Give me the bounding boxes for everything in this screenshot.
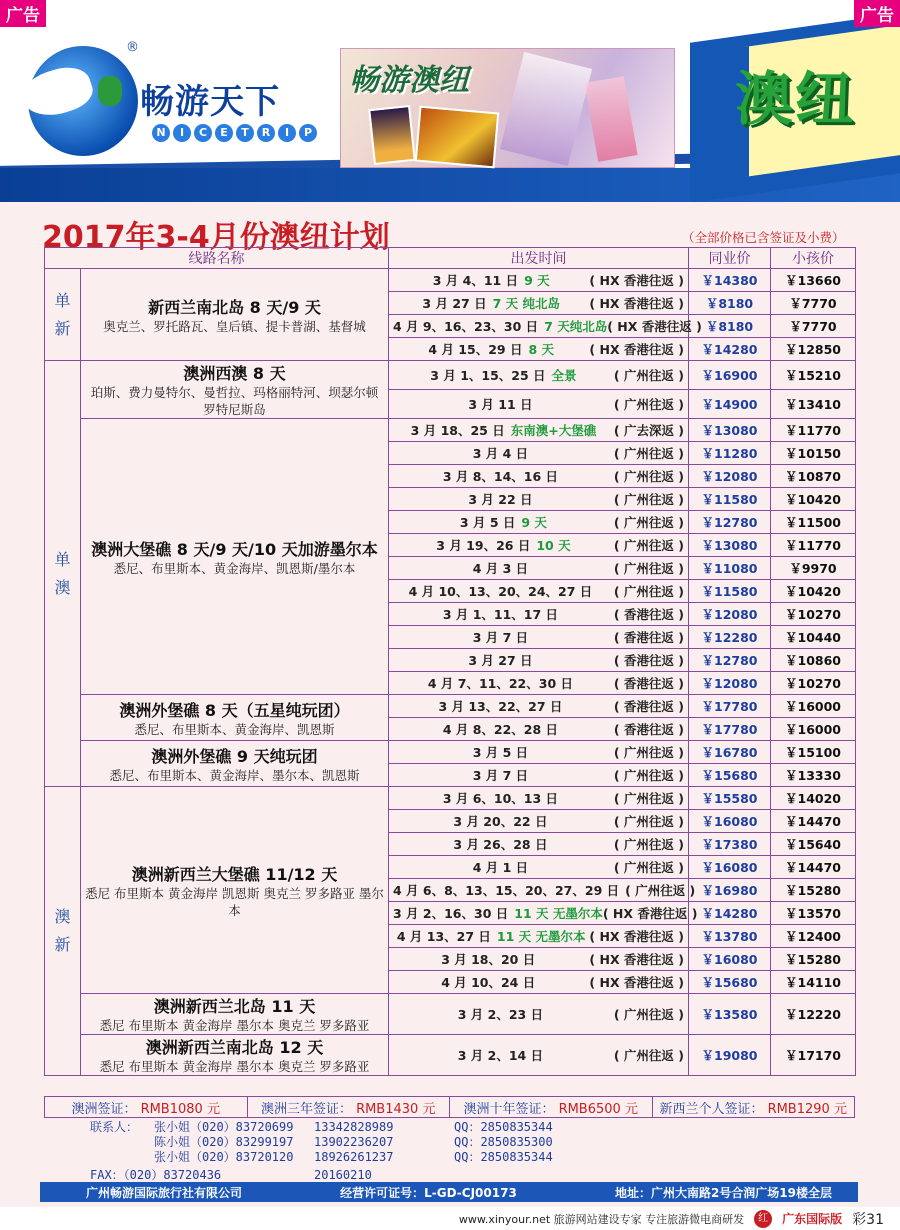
route-cities: 悉尼 布里斯本 黄金海岸 墨尔本 奥克兰 罗多路亚 [99, 1059, 370, 1074]
departure-gateway: ( 广州往返 ) [613, 1007, 684, 1022]
contact-name-phone: 张小姐（020）83720699 [154, 1120, 294, 1134]
contact-qq: QQ：2850835344 [454, 1150, 553, 1164]
peer-price: ￥8180 [689, 315, 771, 338]
departure-gateway: ( HX 香港往返 ) [589, 296, 684, 311]
departure-date: 3 月 18、25 日 [410, 423, 505, 438]
departure-date: 4 月 8、22、28 日 [442, 722, 559, 737]
contact-name-phone: 陈小姐（020）83299197 [154, 1135, 294, 1149]
departure-cell [389, 315, 702, 338]
child-price: ￥10440 [771, 626, 856, 649]
departure-gateway: ( HX 香港往返 ) [602, 906, 698, 921]
ad-tag-right: 广告 [854, 0, 900, 27]
footer-bar [40, 1182, 858, 1202]
departure-date: 3 月 4 日 [472, 446, 529, 461]
peer-price: ￥16080 [689, 948, 771, 971]
visa-label: 澳洲签证： [71, 1101, 137, 1117]
contact-mobile: 13342828989 [314, 1120, 394, 1134]
brand-letter: T [236, 124, 254, 142]
peer-price: ￥14900 [689, 390, 771, 419]
departure-note: 8 天 [528, 342, 555, 357]
departure-gateway: ( HX 香港往返 ) [589, 273, 685, 288]
peer-price: ￥17380 [689, 833, 771, 856]
route-cities: 悉尼、布里斯本、黄金海岸、凯恩斯 [134, 721, 335, 737]
departure-cell [389, 442, 689, 465]
departure-date: 3 月 5 日 [472, 745, 529, 760]
company-name: 广州畅游国际旅行社有限公司 [86, 1185, 243, 1200]
departure-gateway: ( 广州往返 ) [613, 492, 685, 507]
departure-date: 3 月 7 日 [472, 768, 529, 783]
departure-cell [389, 695, 689, 718]
departure-cell [389, 971, 689, 994]
departure-gateway: ( HX 香港往返 ) [589, 952, 685, 967]
table-row [45, 419, 856, 442]
child-price: ￥10870 [771, 465, 856, 488]
child-price: ￥14110 [771, 971, 856, 994]
departure-date: 3 月 13、22、27 日 [438, 699, 563, 714]
contact-qq: QQ：2850835300 [454, 1135, 553, 1149]
table-row [45, 269, 856, 292]
visa-label: 新西兰个人签证： [659, 1101, 764, 1117]
route-cell [81, 994, 389, 1035]
departure-cell [389, 292, 689, 315]
bottom-strip [0, 1207, 900, 1230]
departure-gateway: ( 广州往返 ) [613, 837, 684, 852]
child-price: ￥15100 [771, 741, 856, 764]
departure-note: 全景 [551, 368, 577, 383]
peer-price: ￥16900 [689, 361, 771, 390]
departure-date: 4 月 6、8、13、15、20、27、29 日 [393, 883, 620, 898]
departure-date: 3 月 8、14、16 日 [442, 469, 559, 484]
departure-gateway: ( 广州往返 ) [613, 397, 685, 412]
departure-cell [389, 511, 689, 534]
category-cell [45, 787, 81, 1076]
category-cell [45, 361, 81, 787]
route-cities: 悉尼 布里斯本 黄金海岸 凯恩斯 奥克兰 罗多路亚 墨尔本 [85, 885, 384, 918]
departure-cell [389, 879, 696, 902]
peer-price: ￥14280 [689, 338, 771, 361]
table-row [45, 994, 856, 1035]
child-price: ￥16000 [771, 695, 856, 718]
table-header-row [45, 248, 856, 269]
peer-price: ￥12080 [689, 672, 771, 695]
route-cities: 悉尼 布里斯本 黄金海岸 墨尔本 奥克兰 罗多路亚 [99, 1018, 370, 1033]
child-price: ￥14020 [771, 787, 856, 810]
departure-date: 3 月 26、28 日 [453, 837, 548, 852]
visa-item [248, 1097, 451, 1117]
brand-letter: N [152, 124, 170, 142]
peer-price: ￥14380 [689, 269, 771, 292]
departure-gateway: ( 香港往返 ) [613, 699, 684, 714]
departure-cell [389, 764, 689, 787]
table-row [45, 1035, 856, 1076]
departure-date: 4 月 1 日 [472, 860, 529, 875]
contact-name-phone: 张小姐（020）83720120 [154, 1150, 294, 1164]
peer-price: ￥19080 [689, 1035, 771, 1076]
peer-price: ￥16080 [689, 856, 771, 879]
date-code: 20160210 [314, 1168, 372, 1182]
brand-letter: E [215, 124, 233, 142]
table-row [45, 741, 856, 764]
route-cities: 奥克兰、罗托路瓦、皇后镇、提卡普湖、基督城 [103, 318, 366, 334]
child-price: ￥10270 [771, 603, 856, 626]
departure-date: 4 月 10、24 日 [441, 975, 536, 990]
contact-mobile: 18926261237 [314, 1150, 394, 1164]
route-name: 澳洲新西兰南北岛 12 天 [145, 1038, 324, 1057]
departure-date: 3 月 4、11 日 [432, 273, 519, 288]
departure-date: 3 月 7 日 [472, 630, 529, 645]
peer-price: ￥11580 [689, 488, 771, 511]
fax-number: FAX：（020）83720436 [90, 1168, 222, 1182]
peer-price: ￥16980 [689, 879, 771, 902]
child-price: ￥10270 [771, 672, 856, 695]
departure-cell [389, 810, 689, 833]
departure-date: 3 月 22 日 [468, 492, 533, 507]
peer-price: ￥11580 [689, 580, 771, 603]
brand-letter: I [278, 124, 296, 142]
publication-name: 广东国际版 [782, 1212, 843, 1226]
header-peer-price: 同业价 [689, 248, 771, 269]
departure-date: 3 月 11 日 [468, 397, 533, 412]
peer-price: ￥11080 [689, 557, 771, 580]
departure-date: 3 月 18、20 日 [441, 952, 536, 967]
brand-letter: P [299, 124, 317, 142]
departure-gateway: ( HX 香港往返 ) [589, 975, 685, 990]
brand-letter: C [194, 124, 212, 142]
child-price: ￥15640 [771, 833, 856, 856]
category-label: 澳新 [54, 907, 71, 954]
departure-cell [389, 902, 698, 925]
departure-gateway: ( 广州往返 ) [613, 538, 684, 553]
departure-note: 9 天 [524, 273, 550, 288]
visa-price: RMB6500 元 [558, 1101, 638, 1117]
fireworks-photo [368, 105, 416, 165]
peer-price: ￥14280 [689, 902, 771, 925]
departure-gateway: ( HX 香港往返 ) [589, 342, 685, 357]
peer-price: ￥12780 [689, 649, 771, 672]
site-slogan: www.xinyour.net 旅游网站建设专家 专注旅游微电商研发 [458, 1212, 745, 1226]
departure-cell [389, 787, 689, 810]
departure-cell [389, 672, 689, 695]
contact-line [90, 1135, 654, 1150]
contact-qq: QQ：2850835344 [454, 1120, 553, 1134]
child-price: ￥12400 [771, 925, 856, 948]
reef-photo [415, 106, 500, 169]
visa-item [45, 1097, 248, 1117]
route-cell [81, 361, 389, 419]
departure-gateway: ( 广州往返 ) [613, 515, 684, 530]
child-price: ￥7770 [771, 315, 856, 338]
child-price: ￥10150 [771, 442, 856, 465]
table-row [45, 695, 856, 718]
departure-date: 3 月 2、14 日 [457, 1048, 544, 1063]
route-name: 新西兰南北岛 8 天/9 天 [148, 297, 321, 317]
departure-cell [389, 338, 689, 361]
route-name: 澳洲外堡礁 8 天（五星纯玩团） [119, 700, 350, 720]
child-price: ￥14470 [771, 810, 856, 833]
route-cell [81, 741, 389, 787]
departure-date: 3 月 2、23 日 [457, 1007, 544, 1022]
departure-gateway: ( HX 香港往返 ) [607, 319, 702, 334]
visa-item [653, 1097, 855, 1117]
child-price: ￥7770 [771, 292, 856, 315]
departure-cell [389, 649, 689, 672]
child-price: ￥15280 [771, 879, 856, 902]
departure-gateway: ( 广州往返 ) [625, 883, 696, 898]
departure-gateway: ( 香港往返 ) [613, 607, 685, 622]
peer-price: ￥15580 [689, 787, 771, 810]
route-name: 澳洲外堡礁 9 天纯玩团 [151, 746, 318, 766]
departure-gateway: ( 香港往返 ) [613, 630, 684, 645]
departure-gateway: ( 广州往返 ) [613, 814, 684, 829]
header-date: 出发时间 [389, 248, 689, 269]
departure-cell [389, 856, 689, 879]
departure-cell [389, 626, 689, 649]
route-cell [81, 269, 389, 361]
route-name: 澳洲大堡礁 8 天/9 天/10 天加游墨尔本 [91, 539, 378, 559]
departure-cell [389, 269, 689, 292]
departure-cell [389, 603, 689, 626]
route-cities: 珀斯、费力曼特尔、曼哲拉、玛格丽特河、坝瑟尔顿 罗特尼斯岛 [90, 385, 379, 417]
route-name: 澳洲西澳 8 天 [183, 364, 286, 383]
visa-label: 澳洲十年签证： [463, 1101, 555, 1117]
category-label: 单新 [54, 290, 71, 338]
child-price: ￥10420 [771, 488, 856, 511]
departure-gateway: ( 广州往返 ) [613, 584, 684, 599]
departure-date: 4 月 15、29 日 [428, 342, 523, 357]
ad-tag-left: 广告 [0, 0, 46, 27]
contact-line [90, 1120, 654, 1135]
brand-letter: R [257, 124, 275, 142]
table-row [45, 787, 856, 810]
departure-gateway: ( 广州往返 ) [613, 446, 684, 461]
whale-icon [17, 60, 97, 123]
departure-date: 4 月 9、16、23、30 日 [393, 319, 539, 334]
child-price: ￥14470 [771, 856, 856, 879]
departure-note: 11 天 无墨尔本 [514, 906, 603, 921]
child-price: ￥13410 [771, 390, 856, 419]
header-banner [0, 22, 900, 202]
peer-price: ￥15680 [689, 764, 771, 787]
departure-cell [389, 465, 689, 488]
departure-gateway: ( 广州往返 ) [613, 791, 685, 806]
registered-mark: ® [126, 40, 139, 55]
departure-date: 3 月 1、11、17 日 [442, 607, 559, 622]
peer-price: ￥17780 [689, 718, 771, 741]
departure-date: 3 月 27 日 [468, 653, 533, 668]
child-price: ￥13660 [771, 269, 856, 292]
departure-cell [389, 557, 689, 580]
brand-english [152, 124, 317, 142]
departure-gateway: ( 广州往返 ) [613, 860, 684, 875]
route-name: 澳洲新西兰大堡礁 11/12 天 [131, 864, 338, 884]
departure-cell [389, 361, 689, 390]
departure-cell [389, 741, 689, 764]
header-route: 线路名称 [45, 248, 389, 269]
departure-gateway: ( 广去深返 ) [613, 423, 685, 438]
destination-photo-panel [340, 48, 675, 168]
child-price: ￥11500 [771, 511, 856, 534]
category-cell [45, 269, 81, 361]
visa-item [450, 1097, 653, 1117]
child-price: ￥15280 [771, 948, 856, 971]
peer-price: ￥17780 [689, 695, 771, 718]
child-price: ￥9970 [771, 557, 856, 580]
departure-cell [389, 833, 689, 856]
peer-price: ￥12280 [689, 626, 771, 649]
license-number: 经营许可证号：L-GD-CJ00173 [340, 1185, 517, 1200]
departure-date: 3 月 27 日 [422, 296, 487, 311]
departure-note: 东南澳+大堡礁 [510, 423, 597, 438]
departure-note: 9 天 [521, 515, 547, 530]
header-child-price: 小孩价 [771, 248, 856, 269]
contact-line [90, 1150, 654, 1165]
departure-gateway: ( 广州往返 ) [613, 368, 684, 383]
child-price: ￥13330 [771, 764, 856, 787]
departure-note: 11 天 无墨尔本 [496, 929, 586, 944]
contacts-label: 联系人： [90, 1120, 139, 1134]
departure-cell [389, 580, 689, 603]
peer-price: ￥11280 [689, 442, 771, 465]
contact-mobile: 13902236207 [314, 1135, 394, 1149]
departure-date: 3 月 6、10、13 日 [442, 791, 559, 806]
departure-date: 4 月 3 日 [472, 561, 529, 576]
departure-gateway: ( 广州往返 ) [613, 469, 685, 484]
route-cell [81, 695, 389, 741]
child-price: ￥11770 [771, 419, 856, 442]
departure-cell [389, 488, 689, 511]
peer-price: ￥8180 [689, 292, 771, 315]
photo-title: 畅游澳纽 [349, 63, 469, 98]
child-price: ￥13570 [771, 902, 856, 925]
departure-cell [389, 1035, 689, 1076]
departure-cell [389, 718, 689, 741]
child-price: ￥16000 [771, 718, 856, 741]
route-cell [81, 787, 389, 994]
price-note: （全部价格已含签证及小费） [682, 230, 845, 245]
category-label: 单澳 [54, 549, 71, 597]
child-price: ￥11770 [771, 534, 856, 557]
departure-note: 7 天 纯北岛 [492, 296, 560, 311]
departure-gateway: ( 香港往返 ) [613, 676, 684, 691]
peer-price: ￥13580 [689, 994, 771, 1035]
child-price: ￥10860 [771, 649, 856, 672]
departure-date: 4 月 10、13、20、24、27 日 [408, 584, 593, 599]
contacts-block [90, 1120, 654, 1183]
table-row [45, 361, 856, 390]
departure-date: 3 月 20、22 日 [453, 814, 548, 829]
departure-date: 3 月 5 日 [459, 515, 516, 530]
departure-cell [389, 925, 689, 948]
logo-globe-icon [28, 46, 138, 156]
publication-icon: 红 [754, 1210, 772, 1228]
departure-gateway: ( 广州往返 ) [613, 1048, 684, 1063]
departure-gateway: ( 香港往返 ) [613, 722, 685, 737]
departure-cell [389, 419, 689, 442]
child-price: ￥17170 [771, 1035, 856, 1076]
departure-gateway: ( 广州往返 ) [613, 561, 684, 576]
peer-price: ￥13780 [689, 925, 771, 948]
visa-label: 澳洲三年签证： [261, 1101, 353, 1117]
visa-price-row [44, 1096, 855, 1118]
visa-price: RMB1080 元 [140, 1101, 220, 1117]
child-price: ￥10420 [771, 580, 856, 603]
departure-cell [389, 994, 689, 1035]
route-cell [81, 1035, 389, 1076]
departure-gateway: ( 香港往返 ) [613, 653, 685, 668]
peer-price: ￥15680 [689, 971, 771, 994]
departure-cell [389, 390, 689, 419]
route-cities: 悉尼、布里斯本、黄金海岸、墨尔本、凯恩斯 [109, 767, 360, 783]
departure-date: 4 月 7、11、22、30 日 [427, 676, 573, 691]
peer-price: ￥16780 [689, 741, 771, 764]
child-price: ￥12850 [771, 338, 856, 361]
child-price: ￥12220 [771, 994, 856, 1035]
schedule-table [44, 247, 856, 1076]
peer-price: ￥16080 [689, 810, 771, 833]
route-name: 澳洲新西兰北岛 11 天 [153, 997, 316, 1016]
departure-cell [389, 534, 689, 557]
company-address: 地址：广州大南路2号合润广场19楼全层 [614, 1185, 832, 1200]
child-price: ￥15210 [771, 361, 856, 390]
brand-name: 畅游天下 [140, 82, 280, 122]
departure-date: 3 月 2、16、30 日 [393, 906, 509, 921]
peer-price: ￥12780 [689, 511, 771, 534]
visa-price: RMB1430 元 [356, 1101, 436, 1117]
departure-cell [389, 948, 689, 971]
peer-price: ￥13080 [689, 534, 771, 557]
departure-date: 3 月 19、26 日 [436, 538, 531, 553]
visa-price: RMB1290 元 [767, 1101, 847, 1117]
peer-price: ￥12080 [689, 603, 771, 626]
departure-gateway: ( 广州往返 ) [613, 768, 684, 783]
page-number: 彩31 [852, 1211, 884, 1228]
brand-letter: I [173, 124, 191, 142]
departure-gateway: ( 广州往返 ) [613, 745, 684, 760]
departure-gateway: ( HX 香港往返 ) [589, 929, 684, 944]
route-cell [81, 419, 389, 695]
region-title: 澳纽 [735, 65, 856, 133]
page-title: 2017年3-4月份澳纽计划 [42, 220, 390, 255]
peer-price: ￥13080 [689, 419, 771, 442]
departure-note: 7 天纯北岛 [544, 319, 608, 334]
departure-date: 4 月 13、27 日 [396, 929, 491, 944]
departure-date: 3 月 1、15、25 日 [430, 368, 546, 383]
departure-note: 10 天 [536, 538, 571, 553]
peer-price: ￥12080 [689, 465, 771, 488]
route-cities: 悉尼、布里斯本、黄金海岸、凯恩斯/墨尔本 [113, 560, 356, 576]
